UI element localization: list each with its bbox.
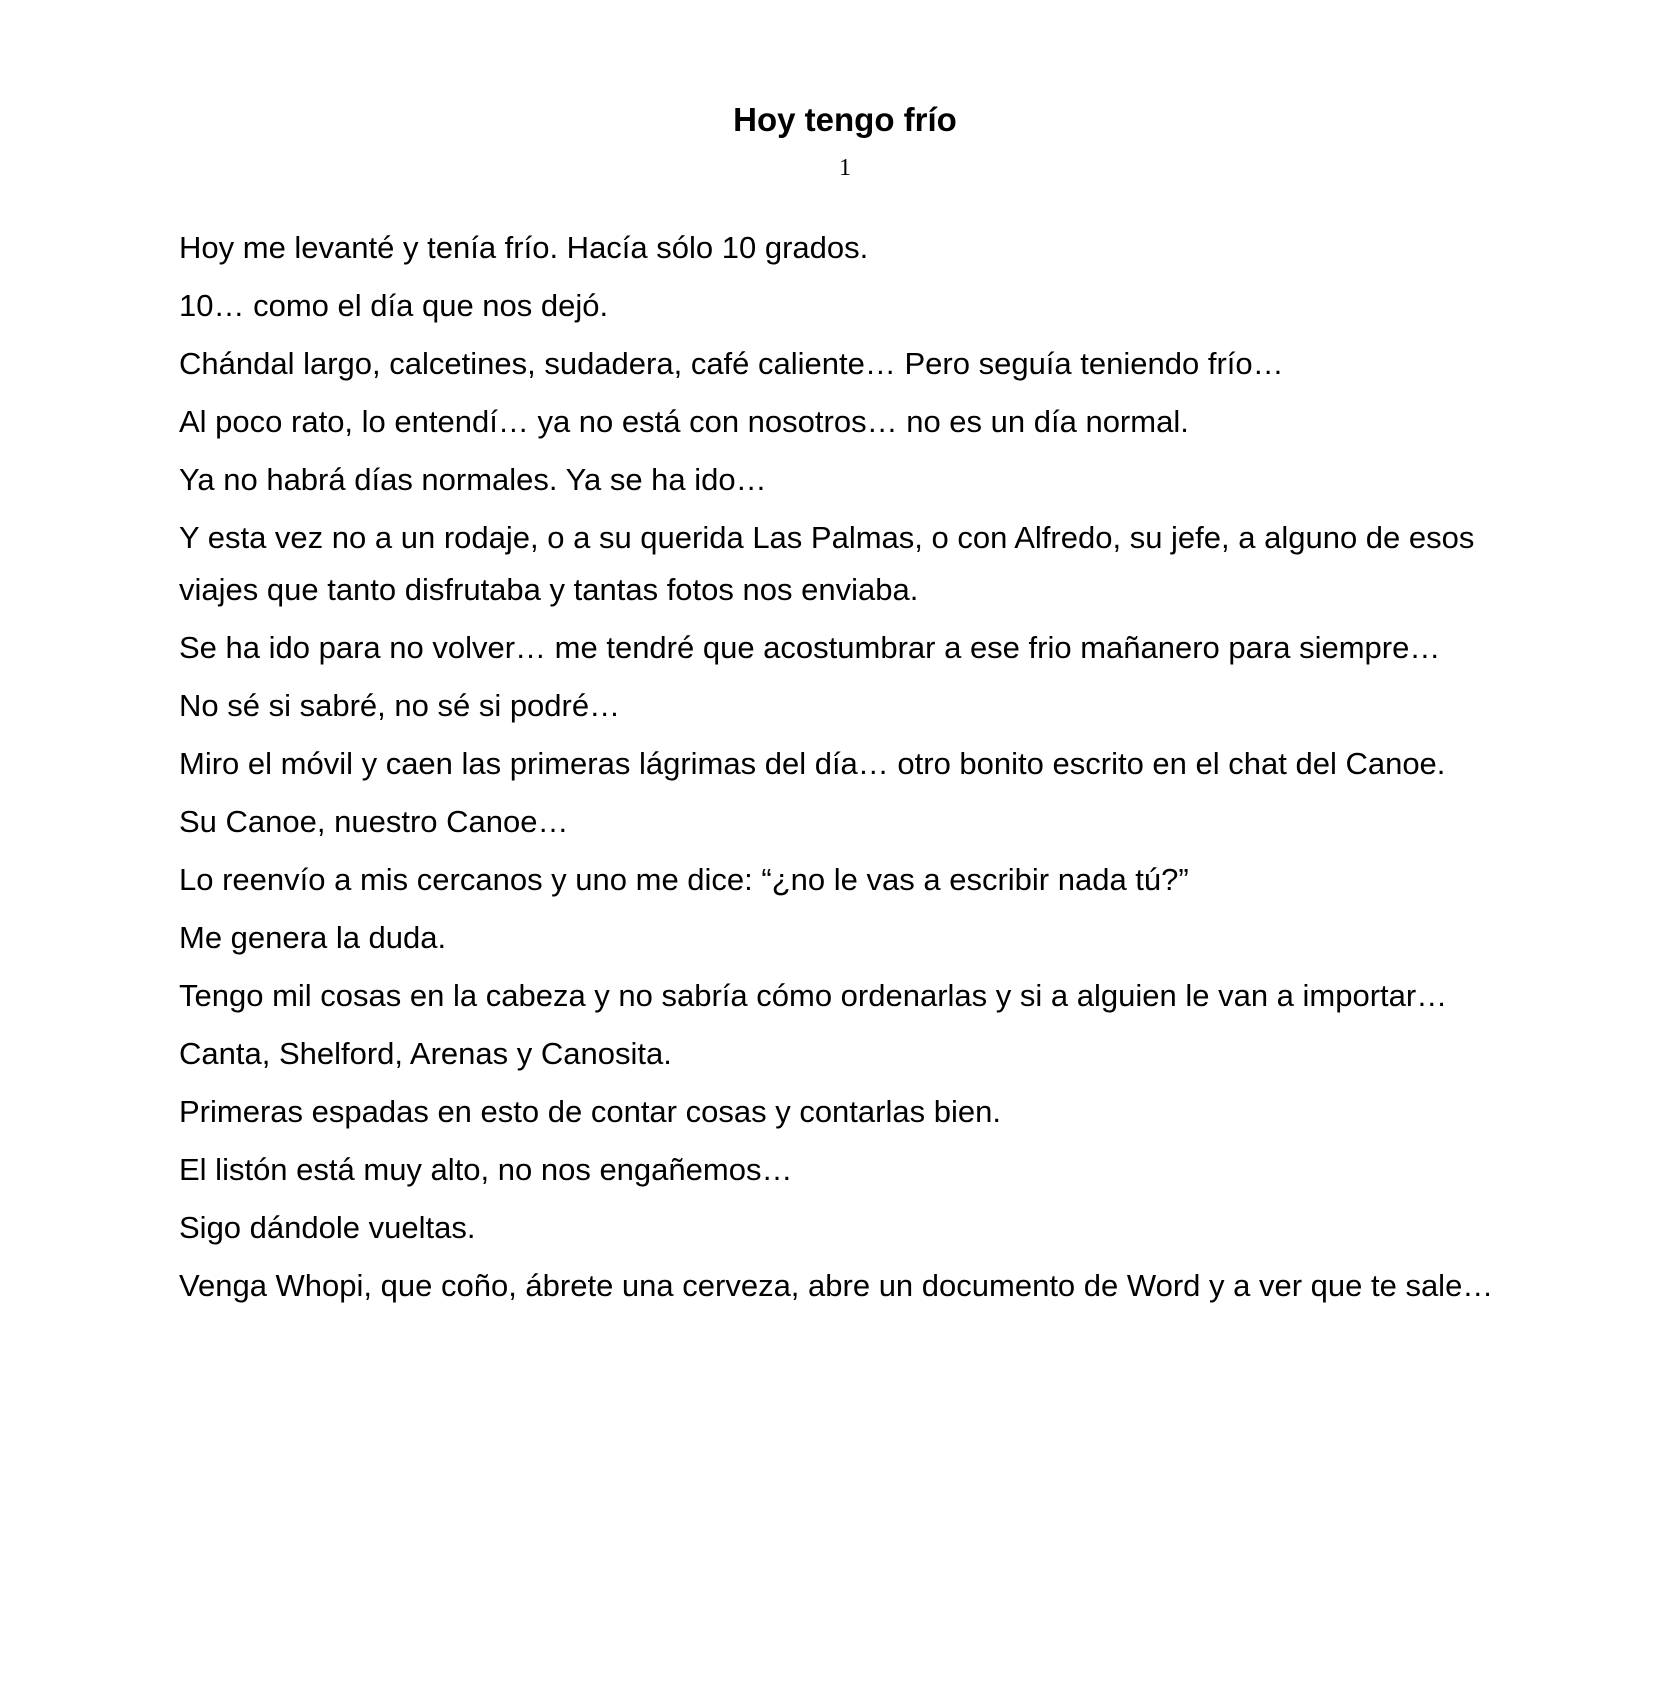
paragraph: Lo reenvío a mis cercanos y uno me dice: “¿no le vas a escribir nada tú?” [179, 862, 1189, 897]
paragraph: Y esta vez no a un rodaje, o a su querida Las Palmas, o con Alfredo, su jefe, a alguno de esos viajes que tanto disfrutaba y tantas fotos nos enviaba. [179, 520, 1475, 607]
page-title: Hoy tengo frío [733, 101, 957, 138]
paragraph: Primeras espadas en esto de contar cosas y contarlas bien. [179, 1094, 1001, 1129]
paragraph: Venga Whopi, que coño, ábrete una cerveza, abre un documento de Word y a ver que te sale… [179, 1268, 1494, 1303]
paragraph: Hoy me levanté y tenía frío. Hacía sólo 10 grados. [179, 230, 869, 265]
paragraph: Sigo dándole vueltas. [179, 1210, 476, 1245]
paragraph: El listón está muy alto, no nos engañemos… [179, 1152, 793, 1187]
document-body [179, 222, 1539, 1318]
paragraph: 10… como el día que nos dejó. [179, 288, 609, 323]
paragraph: Se ha ido para no volver… me tendré que acostumbrar a ese frio mañanero para siempre… [179, 630, 1441, 665]
page-number: 1 [839, 155, 851, 181]
paragraph: Su Canoe, nuestro Canoe… [179, 804, 569, 839]
paragraph: Ya no habrá días normales. Ya se ha ido… [179, 462, 767, 497]
paragraph: Canta, Shelford, Arenas y Canosita. [179, 1036, 672, 1071]
paragraph: Chándal largo, calcetines, sudadera, café caliente… Pero seguía teniendo frío… [179, 346, 1284, 381]
paragraph: Me genera la duda. [179, 920, 447, 955]
paragraph: Al poco rato, lo entendí… ya no está con nosotros… no es un día normal. [179, 404, 1189, 439]
paragraph: Miro el móvil y caen las primeras lágrimas del día… otro bonito escrito en el chat del Canoe. [179, 746, 1446, 781]
paragraph: Tengo mil cosas en la cabeza y no sabría cómo ordenarlas y si a alguien le van a importar… [179, 978, 1448, 1013]
paragraph: No sé si sabré, no sé si podré… [179, 688, 621, 723]
